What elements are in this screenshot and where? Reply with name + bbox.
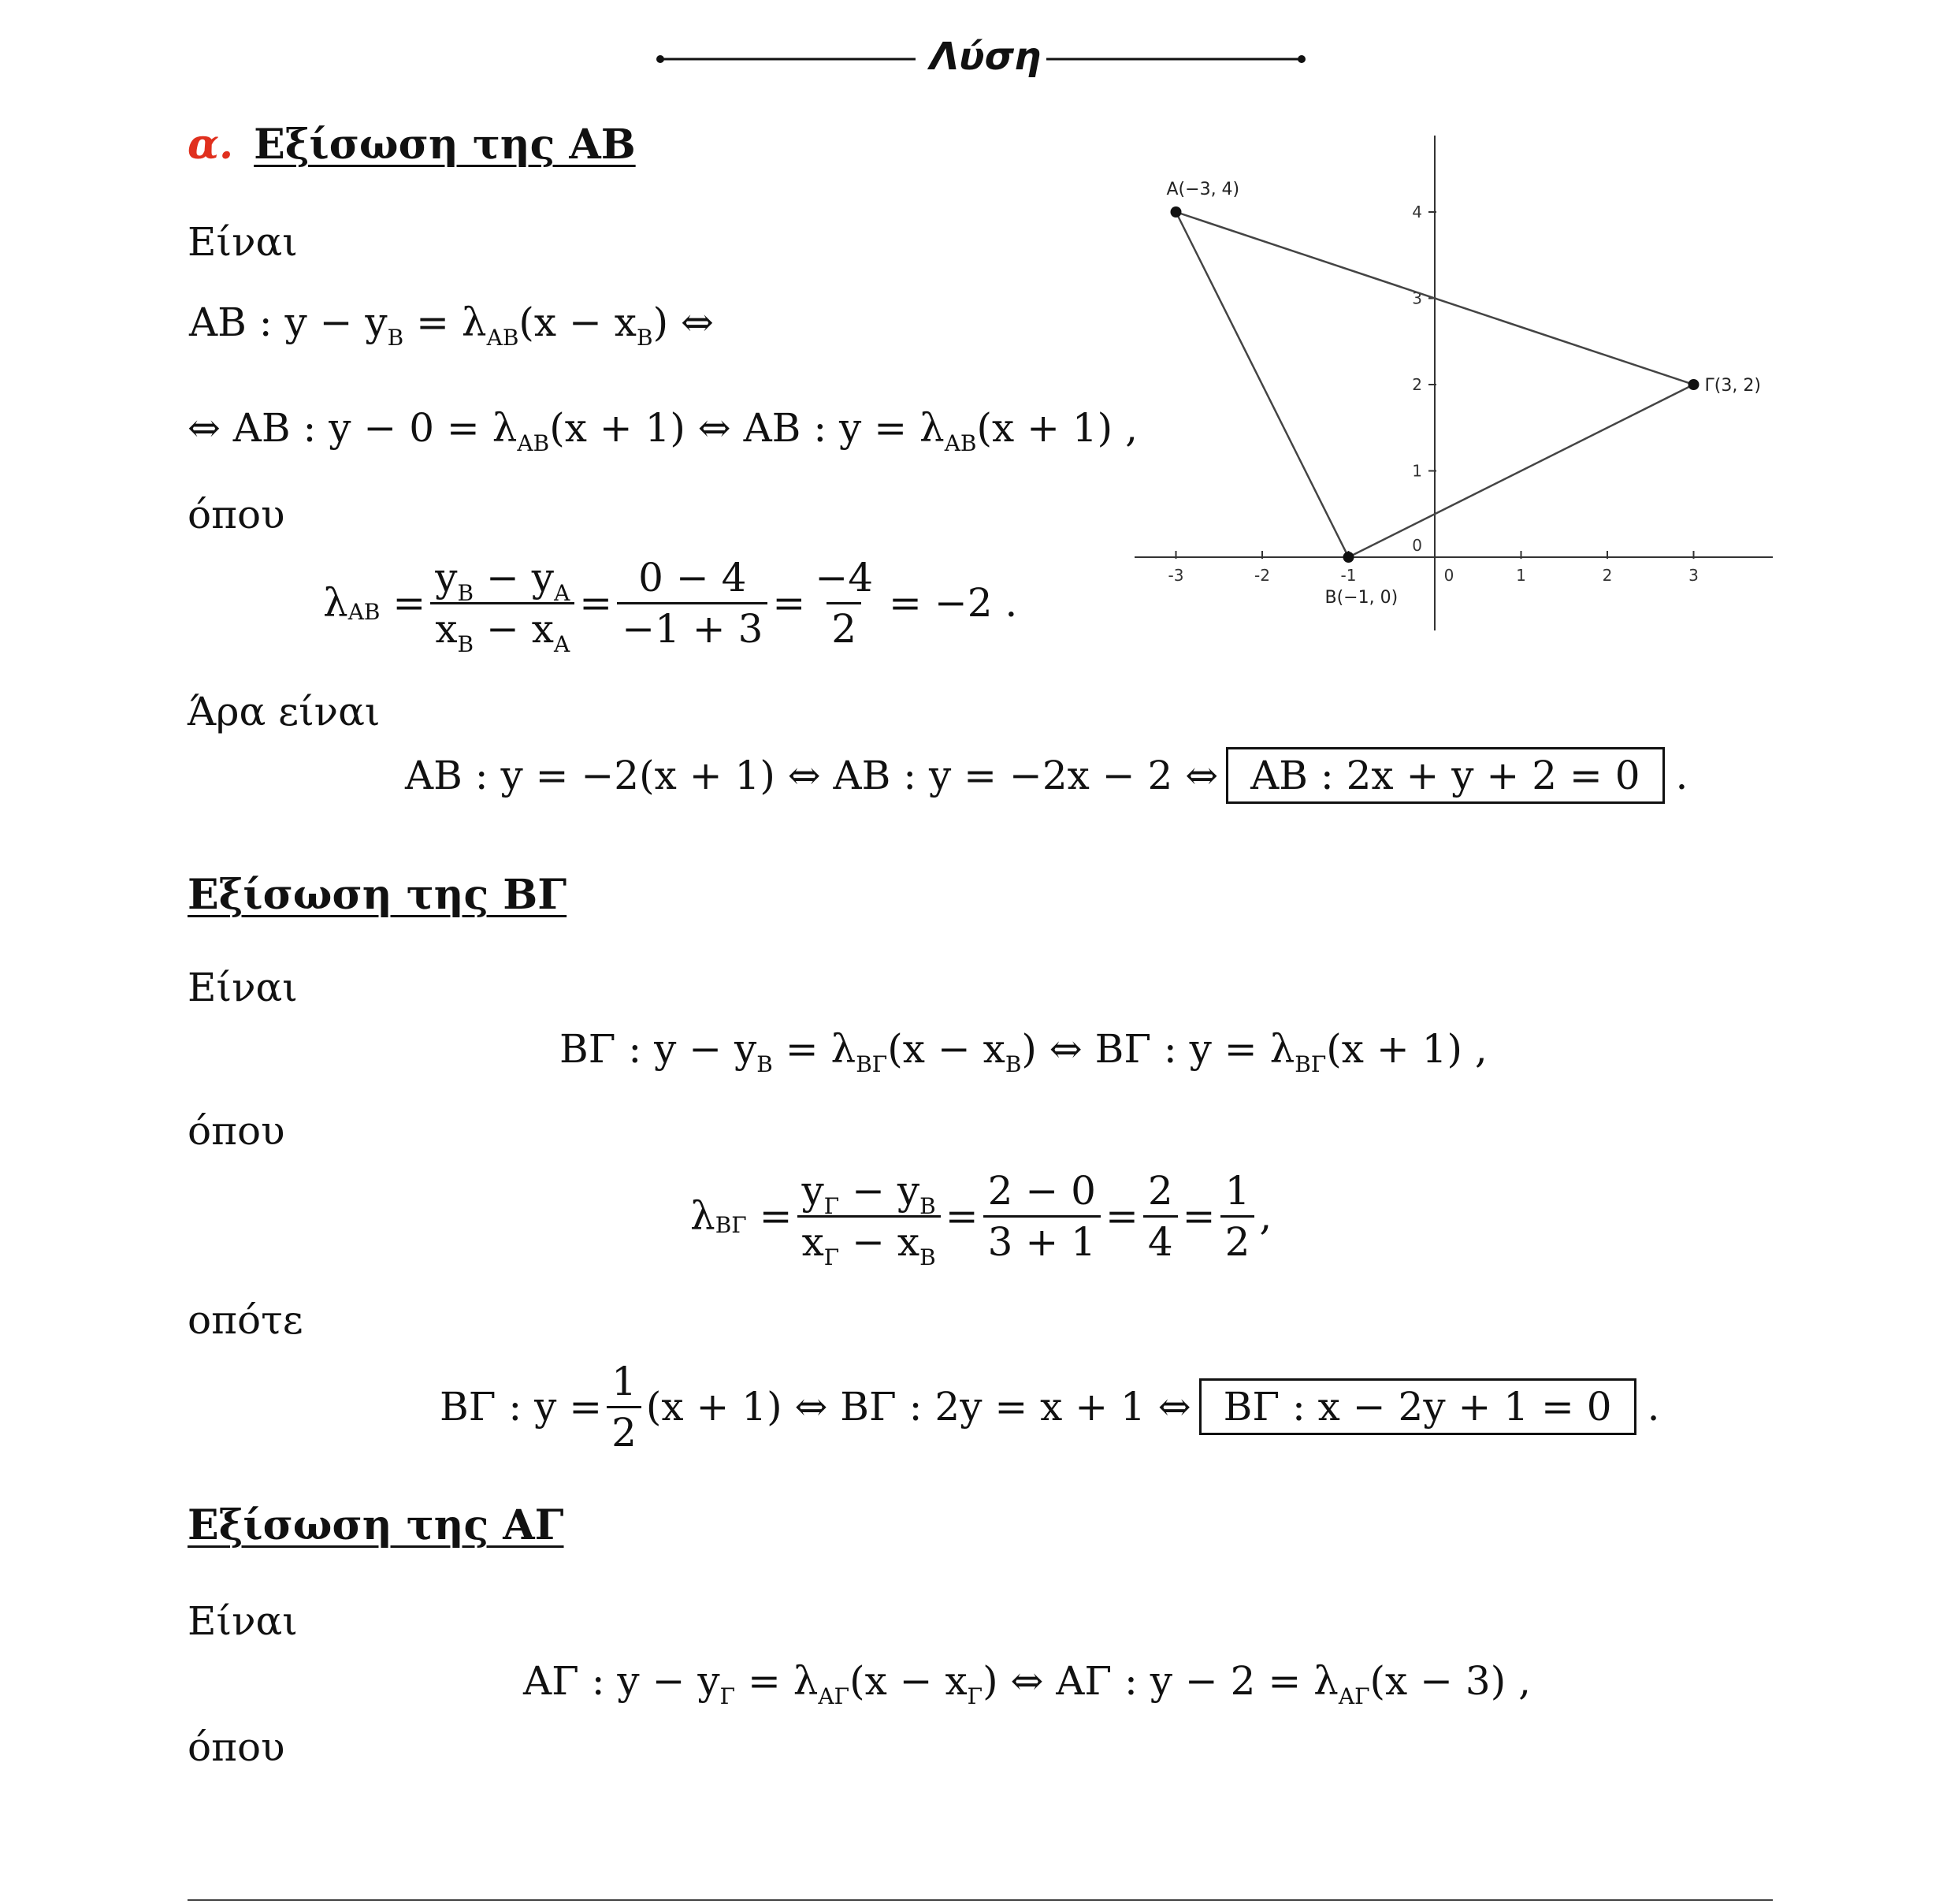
equation-ab-1: ΑΒ : $y - y_B = \lambda_{AB}(x - x_B)$ ⇔ xyxy=(189,299,714,351)
where-text: όπου xyxy=(188,1108,285,1154)
slope-fraction-2: $\frac{0 - 4}{-1 + 3}$ xyxy=(617,558,767,649)
x-tick-label: 2 xyxy=(1602,566,1613,585)
slope-fraction-4: $\frac{1}{2}$ xyxy=(1220,1171,1255,1262)
y-tick-label: 3 xyxy=(1412,288,1422,308)
so-text: οπότε xyxy=(188,1297,303,1343)
intro-text: Είναι xyxy=(188,219,298,265)
vertex-G xyxy=(1688,379,1700,390)
where-text: όπου xyxy=(188,492,285,537)
slope-fraction-1: $\frac{y_B - y_A}{x_B - x_A}$ xyxy=(430,558,574,649)
slope-fraction-1: $\frac{y_\Gamma - y_B}{x_\Gamma - x_B}$ xyxy=(797,1171,941,1262)
slope-ab-equation: λ ΑΒ = $\frac{y_B - y_A}{x_B - x_A}$ = $\frac{0 - 4}{-1 + 3}$ = $\frac{-4}{2}$ = −2 . xyxy=(323,554,1018,657)
equation-ab-2: ⇔ ΑΒ : $y - 0 = \lambda_{AB}(x + 1)$ ⇔ ΑΒ : $y = \lambda_{AB}(x + 1)$ , xyxy=(188,405,1138,456)
half-fraction: $\frac{1}{2}$ xyxy=(607,1362,641,1452)
vertex-label-G: Γ(3, 2) xyxy=(1704,376,1761,396)
slope-fraction-2: $\frac{2 - 0}{3 + 1}$ xyxy=(983,1171,1101,1262)
boxed-result-ab: ΑΒ : 2x + y + 2 = 0 xyxy=(1226,747,1664,804)
section-heading-ab xyxy=(188,121,636,169)
final-equation-ab: ΑΒ : y = −2(x + 1) ⇔ ΑΒ : y = −2x − 2 ⇔ ΑΒ : 2x + y + 2 = 0 . xyxy=(405,747,1688,804)
title-separator xyxy=(0,0,1954,110)
equation-ag-1: ΑΓ : $y - y_\Gamma = \lambda_{A\Gamma}(x - x_\Gamma)$ ⇔ ΑΓ : $y - 2 = \lambda_{A\Gamma}(x - 3)$ , xyxy=(523,1658,1531,1709)
vertex-A xyxy=(1171,206,1182,218)
x-tick-label: -1 xyxy=(1340,566,1357,585)
intro-text: Είναι xyxy=(188,965,298,1010)
slope-fraction-3: $\frac{2}{4}$ xyxy=(1143,1171,1178,1262)
part-marker: α. xyxy=(188,121,234,169)
vertex-B xyxy=(1343,552,1354,563)
y-tick-label: 2 xyxy=(1412,375,1422,394)
section-heading-bg: Εξίσωση της ΒΓ xyxy=(188,871,567,919)
y-tick-label: 4 xyxy=(1412,203,1422,221)
footer-rule xyxy=(188,1899,1773,1901)
y-tick-label: 1 xyxy=(1412,461,1422,481)
page-title: Λύση xyxy=(930,35,1042,79)
x-tick-label: -2 xyxy=(1254,566,1270,585)
y-tick-label: 0 xyxy=(1412,536,1422,555)
slope-fraction-3: $\frac{-4}{2}$ xyxy=(815,554,874,652)
x-tick-label: 1 xyxy=(1516,566,1526,585)
x-tick-label: -3 xyxy=(1168,566,1184,585)
slope-bg-equation: λ ΒΓ = $\frac{y_\Gamma - y_B}{x_\Gamma - x_B}$ = $\frac{2 - 0}{3 + 1}$ = $\frac{2}{4}$ = $\frac{1}{2}$ , xyxy=(690,1167,1272,1270)
final-equation-bg: ΒΓ : y = $\frac{1}{2}$ (x + 1) ⇔ ΒΓ : 2y = x + 1 ⇔ ΒΓ : x − 2y + 1 = 0 . xyxy=(440,1358,1660,1456)
triangle-figure xyxy=(1127,126,1781,638)
hence-text: Άρα είναι xyxy=(188,689,381,734)
vertex-label-A: A(−3, 4) xyxy=(1166,180,1240,199)
intro-text: Είναι xyxy=(188,1598,298,1644)
x-tick-label: 0 xyxy=(1443,566,1454,585)
heading-ab-label: Εξίσωση της ΑΒ xyxy=(254,121,636,169)
equation-bg-1: ΒΓ : $y - y_B = \lambda_{B\Gamma}(x - x_B)$ ⇔ ΒΓ : $y = \lambda_{B\Gamma}(x + 1)$ , xyxy=(559,1026,1488,1077)
vertex-label-B: B(−1, 0) xyxy=(1324,588,1399,608)
x-tick-label: 3 xyxy=(1688,566,1699,585)
boxed-result-bg: ΒΓ : x − 2y + 1 = 0 xyxy=(1199,1378,1636,1435)
section-heading-ag: Εξίσωση της ΑΓ xyxy=(188,1501,564,1549)
where-text: όπου xyxy=(188,1724,285,1770)
